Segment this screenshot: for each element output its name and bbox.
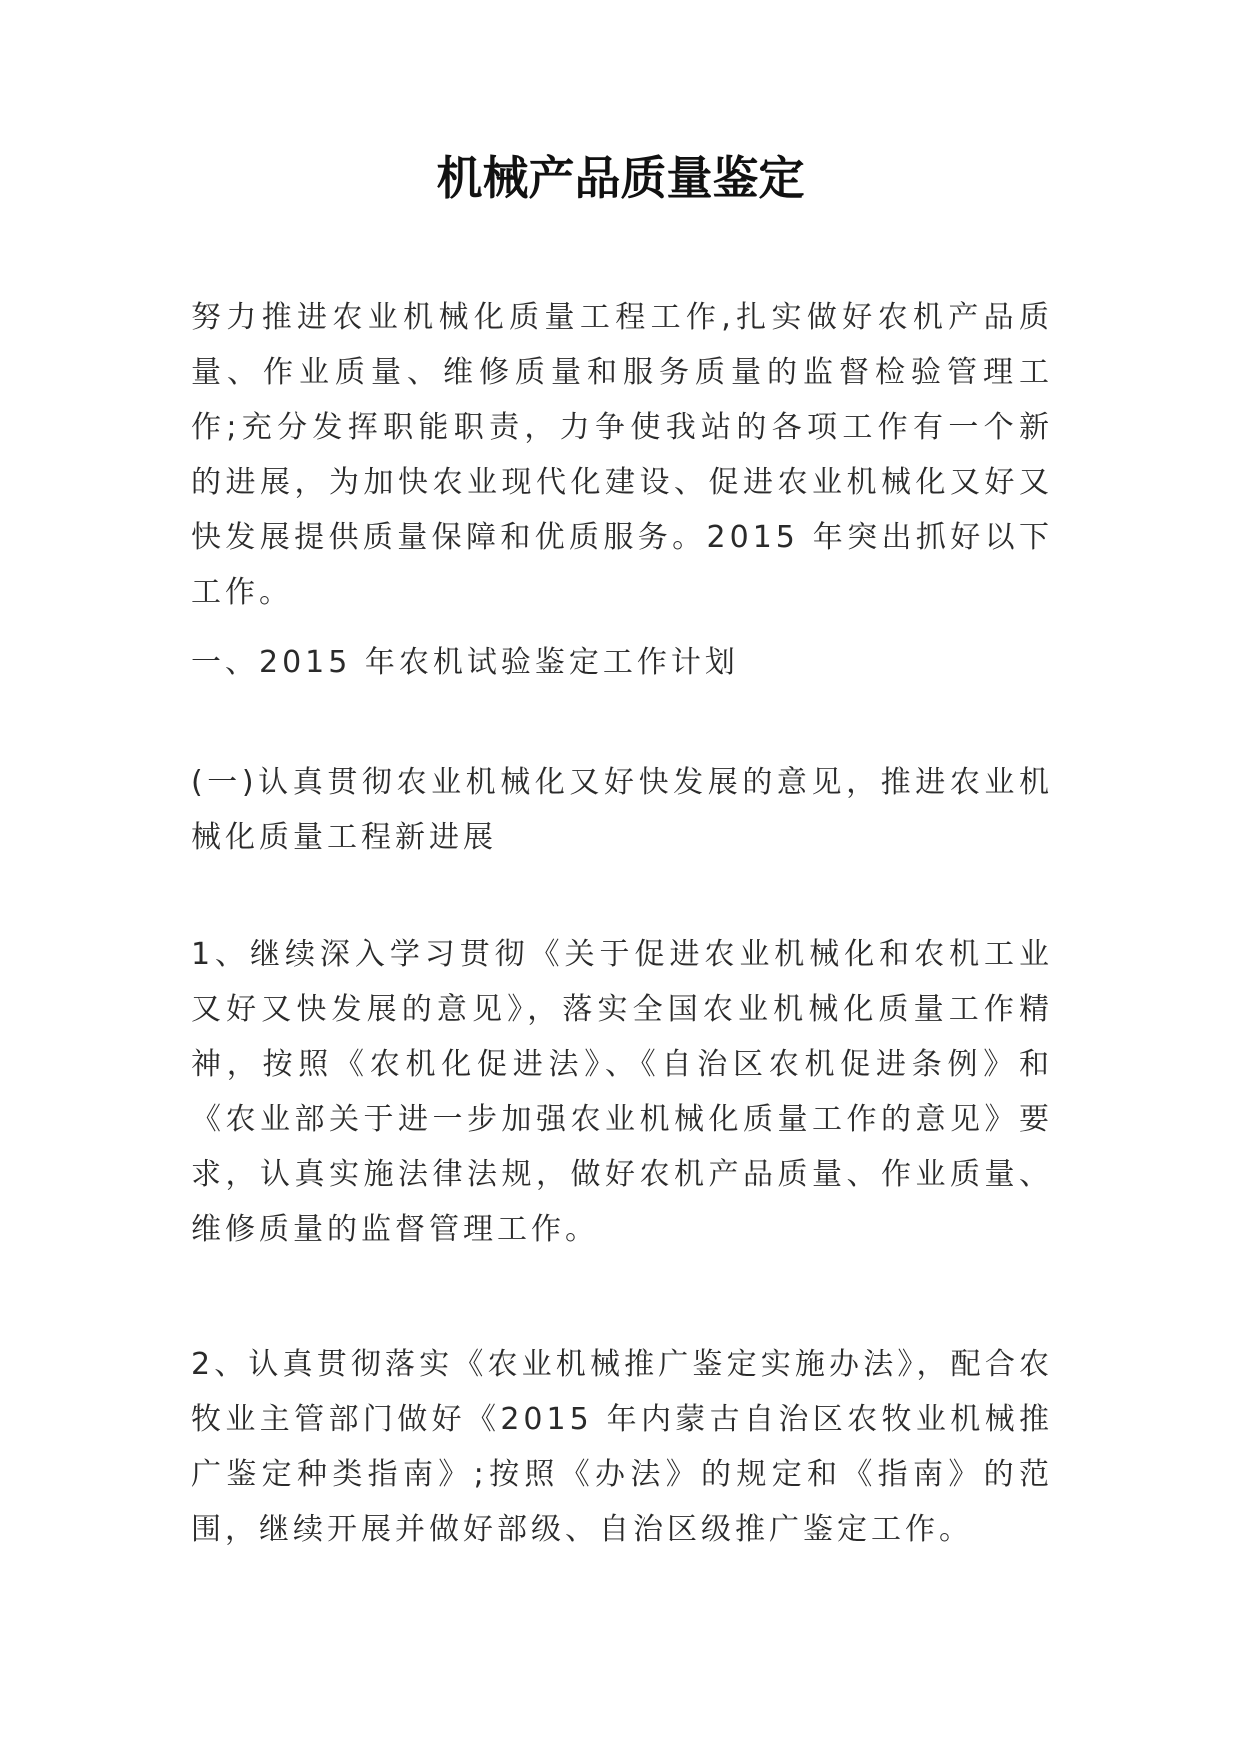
section-heading-1: 一、2015 年农机试验鉴定工作计划 [191,645,739,680]
list-item-2: 2、认真贯彻落实《农业机械推广鉴定实施办法》，配合农牧业主管部门做好《2015 年内蒙古自治区农牧业机械推广鉴定种类指南》;按照《办法》的规定和《指南》的范围，继续开展并做好部级、自治区级推广鉴定工作。 [191,1347,1053,1547]
document-title: 机械产品质量鉴定 [436,151,805,205]
intro-paragraph: 努力推进农业机械化质量工程工作,扎实做好农机产品质量、作业质量、维修质量和服务质量的监督检验管理工作;充分发挥职能职责，力争使我站的各项工作有一个新的进展，为加快农业现代化建设、促进农业机械化又好又快发展提供质量保障和优质服务。2015 年突出抓好以下工作。 [191,300,1053,610]
list-item-1: 1、继续深入学习贯彻《关于促进农业机械化和农机工业又好又快发展的意见》，落实全国农业机械化质量工作精神，按照《农机化促进法》、《自治区农机促进条例》和《农业部关于进一步加强农业机械化质量工作的意见》要求，认真实施法律法规，做好农机产品质量、作业质量、维修质量的监督管理工作。 [191,937,1053,1247]
subsection-heading-1: (一)认真贯彻农业机械化又好快发展的意见，推进农业机械化质量工程新进展 [191,765,1053,855]
